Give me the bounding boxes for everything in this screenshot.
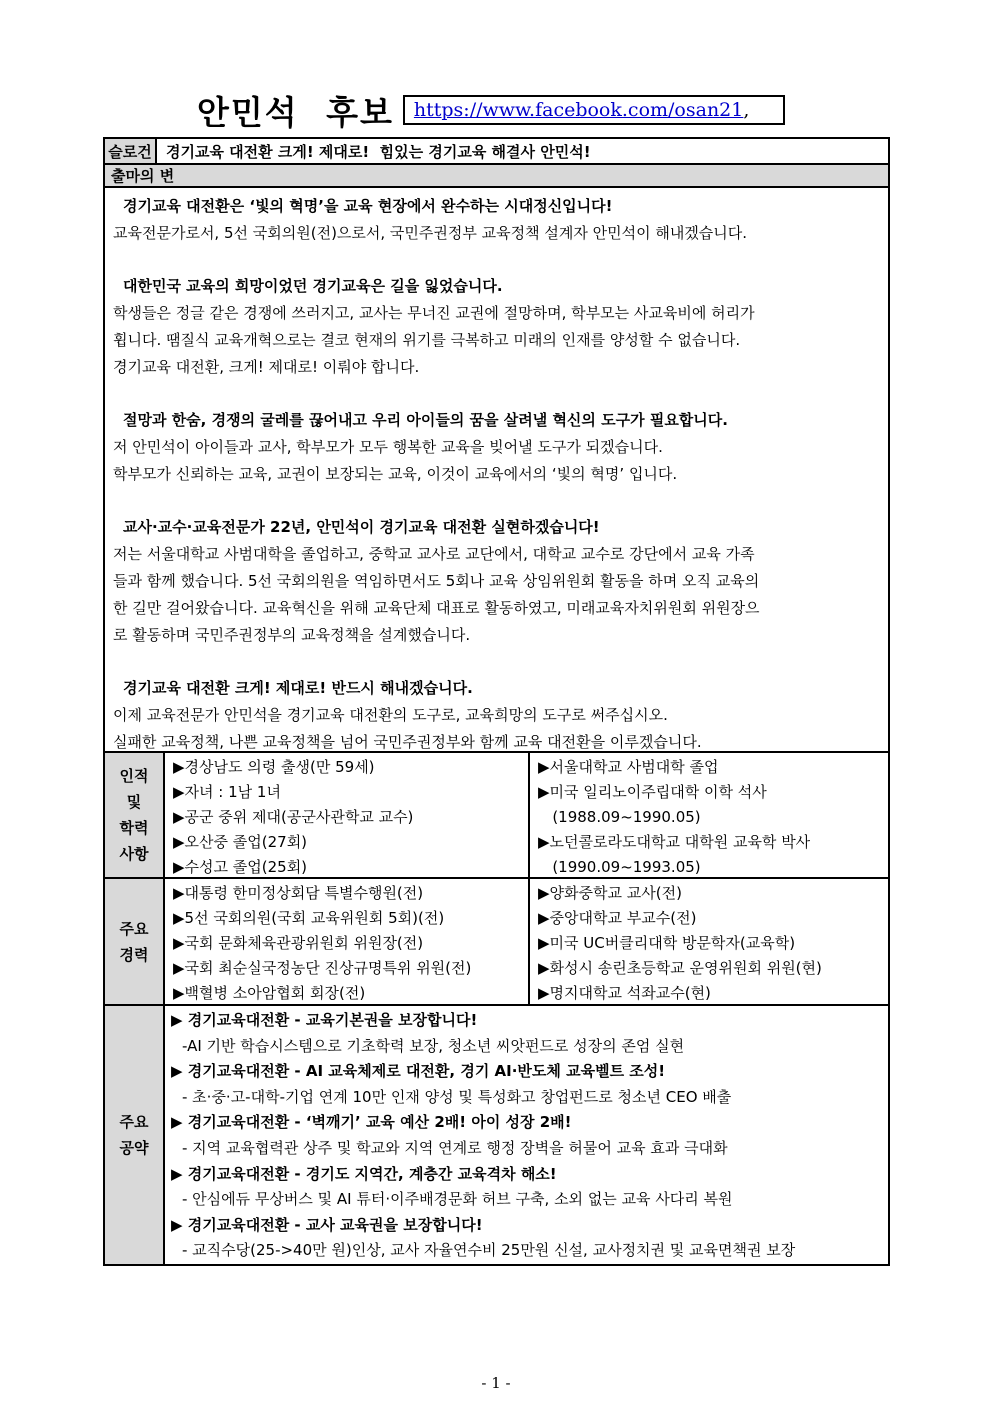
pledge-title: ▶ 경기교육대전환 - AI 교육체제로 대전환, 경기 AI·반도체 교육벨트 조성! bbox=[171, 1062, 666, 1081]
paragraph-lines bbox=[111, 541, 880, 649]
pledge-detail: - 안심에듀 무상버스 및 AI 튜터·이주배경문화 허브 구축, 소외 없는 교육 사다리 복원 bbox=[182, 1190, 733, 1209]
paragraph-lines bbox=[111, 702, 880, 753]
slogan-row bbox=[105, 139, 888, 165]
label-line: 학력 bbox=[119, 819, 149, 837]
list-item: ▶수성고 졸업(25회) bbox=[173, 858, 308, 876]
link-suffix-text: , bbox=[743, 99, 750, 121]
facebook-link[interactable]: https://www.facebook.com/osan21 bbox=[413, 99, 744, 121]
statement-line: 교육전문가로서, 5선 국회의원(전)으로서, 국민주권정부 교육정책 설계자 안민석이 해내겠습니다. bbox=[113, 224, 748, 242]
personal-section bbox=[105, 753, 888, 879]
label-line: 및 bbox=[126, 793, 142, 811]
career-left-list bbox=[165, 879, 530, 1004]
statement-line: 이제 교육전문가 안민석을 경기교육 대전환의 도구로, 교육희망의 도구로 써주십시오. bbox=[113, 706, 668, 724]
list-item: (1990.09~1993.05) bbox=[538, 858, 701, 876]
list-item: ▶명지대학교 석좌교수(현) bbox=[538, 984, 711, 1002]
personal-right-list bbox=[530, 753, 888, 877]
list-item: ▶미국 UC버클리대학 방문학자(교육학) bbox=[538, 934, 796, 952]
list-item: ▶공군 중위 제대(공군사관학교 교수) bbox=[173, 808, 414, 826]
label-line: 인적 bbox=[119, 767, 149, 785]
list-item: ▶국회 문화체육관광위원회 위원장(전) bbox=[173, 934, 424, 952]
pledge-title: ▶ 경기교육대전환 - 교사 교육권을 보장합니다! bbox=[171, 1215, 483, 1234]
document-header bbox=[197, 90, 785, 130]
pledge-detail: -AI 기반 학습시스템으로 기초학력 보장, 청소년 씨앗펀드로 성장의 존엄 실현 bbox=[182, 1036, 685, 1055]
pledge-detail: - 지역 교육협력관 상주 및 학교와 지역 연계로 행정 장벽을 허물어 교육 효과 극대화 bbox=[182, 1138, 728, 1157]
list-item: ▶오산중 졸업(27회) bbox=[173, 833, 308, 851]
pledge-title: ▶ 경기교육대전환 - 경기도 지역간, 계층간 교육격차 해소! bbox=[171, 1164, 557, 1183]
list-item: ▶양화중학교 교사(전) bbox=[538, 884, 682, 902]
profile-table bbox=[103, 137, 890, 1266]
paragraph-lines bbox=[111, 434, 880, 488]
list-item: ▶대통령 한미정상회담 특별수행원(전) bbox=[173, 884, 424, 902]
personal-label bbox=[105, 753, 165, 877]
statement-line: 경기교육 대전환, 크게! 제대로! 이뤄야 합니다. bbox=[113, 358, 420, 376]
label-line: 경력 bbox=[119, 945, 149, 964]
paragraph-title: 경기교육 대전환은 ‘빛의 혁명’을 교육 현장에서 완수하는 시대정신입니다! bbox=[123, 197, 613, 215]
personal-left-list bbox=[165, 753, 530, 877]
career-section bbox=[105, 879, 888, 1006]
statement-paragraph bbox=[111, 273, 880, 381]
statement-line: 한 길만 걸어왔습니다. 교육혁신을 위해 교육단체 대표로 활동하였고, 미래교육자치위원회 위원장으 bbox=[113, 599, 760, 617]
page-number: - 1 - bbox=[481, 1374, 511, 1392]
pledges-list bbox=[165, 1006, 888, 1264]
statement-header-label: 출마의 변 bbox=[105, 165, 888, 188]
label-line: 사항 bbox=[119, 845, 149, 863]
statement-paragraph bbox=[111, 514, 880, 649]
paragraph-lines bbox=[111, 220, 880, 247]
statement-paragraph bbox=[111, 407, 880, 488]
statement-body bbox=[105, 188, 888, 753]
list-item: (1988.09~1990.05) bbox=[538, 808, 701, 826]
paragraph-title: 절망과 한숨, 경쟁의 굴레를 끊어내고 우리 아이들의 꿈을 살려낼 혁신의 도구가 필요합니다. bbox=[123, 411, 728, 429]
statement-line: 학부모가 신뢰하는 교육, 교권이 보장되는 교육, 이것이 교육에서의 ‘빛의 혁명’ 입니다. bbox=[113, 465, 678, 483]
statement-line: 로 활동하며 국민주권정부의 교육정책을 설계했습니다. bbox=[113, 626, 471, 644]
list-item: ▶백혈병 소아암협회 회장(전) bbox=[173, 984, 366, 1002]
list-item: ▶5선 국회의원(국회 교육위원회 5회)(전) bbox=[173, 909, 445, 927]
paragraph-title: 대한민국 교육의 희망이었던 경기교육은 길을 잃었습니다. bbox=[123, 277, 503, 295]
paragraph-title: 교사·교수·교육전문가 22년, 안민석이 경기교육 대전환 실현하겠습니다! bbox=[123, 518, 600, 536]
career-label bbox=[105, 879, 165, 1004]
statement-paragraph bbox=[111, 193, 880, 247]
career-right-list bbox=[530, 879, 888, 1004]
statement-line: 실패한 교육정책, 나쁜 교육정책을 넘어 국민주권정부와 함께 교육 대전환을 이루겠습니다. bbox=[113, 733, 702, 751]
slogan-label: 슬로건 bbox=[105, 139, 157, 163]
label-line: 주요 bbox=[119, 919, 149, 938]
list-item: ▶중앙대학교 부교수(전) bbox=[538, 909, 697, 927]
list-item: ▶국회 최순실국정농단 진상규명특위 위원(전) bbox=[173, 959, 472, 977]
label-line: 주요 bbox=[119, 1113, 149, 1131]
list-item: ▶서울대학교 사범대학 졸업 bbox=[538, 758, 719, 776]
facebook-link-box bbox=[403, 95, 785, 125]
pledges-section bbox=[105, 1006, 888, 1264]
pledges-label bbox=[105, 1006, 165, 1264]
statement-line: 학생들은 정글 같은 경쟁에 쓰러지고, 교사는 무너진 교권에 절망하며, 학부모는 사교육비에 허리가 bbox=[113, 304, 755, 322]
paragraph-lines bbox=[111, 300, 880, 381]
statement-line: 들과 함께 했습니다. 5선 국회의원을 역임하면서도 5회나 교육 상임위원회 활동을 하며 오직 교육의 bbox=[113, 572, 760, 590]
pledge-title: ▶ 경기교육대전환 - 교육기본권을 보장합니다! bbox=[171, 1011, 478, 1029]
list-item: ▶화성시 송린초등학교 운영위원회 위원(현) bbox=[538, 959, 822, 977]
pledge-detail: - 교직수당(25->40만 원)인상, 교사 자율연수비 25만원 신설, 교사정치권 및 교육면책권 보장 bbox=[182, 1241, 796, 1260]
list-item: ▶미국 일리노이주립대학 이학 석사 bbox=[538, 783, 767, 801]
statement-paragraph bbox=[111, 675, 880, 753]
list-item: ▶자녀 : 1남 1녀 bbox=[173, 783, 281, 801]
slogan-text: 경기교육 대전환 크게! 제대로! 힘있는 경기교육 해결사 안민석! bbox=[166, 142, 591, 161]
pledge-detail: - 초·중·고-대학-기업 연계 10만 인재 양성 및 특성화고 창업펀드로 청소년 CEO 배출 bbox=[182, 1087, 732, 1106]
statement-line: 저는 서울대학교 사범대학을 졸업하고, 중학교 교사로 교단에서, 대학교 교수로 강단에서 교육 가족 bbox=[113, 545, 755, 563]
pledge-title: ▶ 경기교육대전환 - ‘벽깨기’ 교육 예산 2배! 아이 성장 2배! bbox=[171, 1113, 572, 1132]
list-item: ▶경상남도 의령 출생(만 59세) bbox=[173, 758, 375, 776]
label-line: 공약 bbox=[119, 1139, 149, 1157]
candidate-title: 안민석 후보 bbox=[197, 92, 394, 132]
statement-line: 저 안민석이 아이들과 교사, 학부모가 모두 행복한 교육을 빚어낼 도구가 되겠습니다. bbox=[113, 438, 663, 456]
list-item: ▶노던콜로라도대학교 대학원 교육학 박사 bbox=[538, 833, 811, 851]
paragraph-title: 경기교육 대전환 크게! 제대로! 반드시 해내겠습니다. bbox=[123, 679, 473, 697]
statement-line: 휩니다. 땜질식 교육개혁으로는 결코 현재의 위기를 극복하고 미래의 인재를 양성할 수 없습니다. bbox=[113, 331, 741, 349]
